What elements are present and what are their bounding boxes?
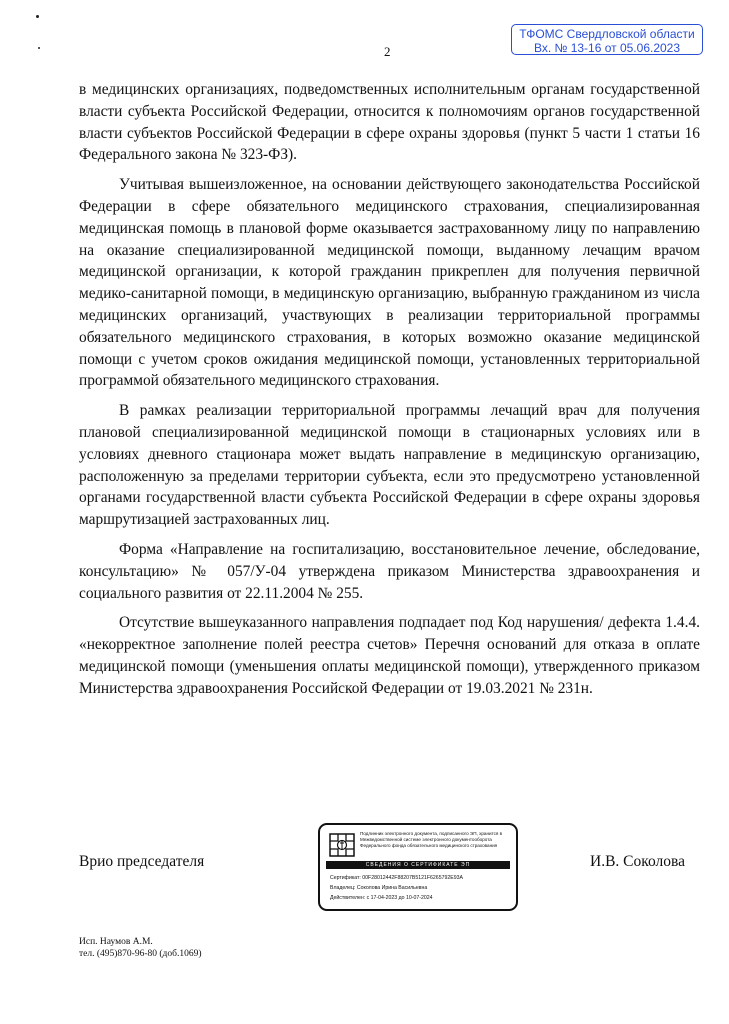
paragraph: В рамках реализации территориальной программы лечащий врач для получения плановой специализированной медицинской помощи в стационарных условиях или в условиях дневного стационара может выдать направление в медицинскую организацию, расположенную за пределами территории субъекта, если это предусмотрено установленной органами государственной власти субъекта Российской Федерации в сфере охраны здоровья маршрутизацией застрахованных лиц.	[79, 402, 700, 529]
page-number: 2	[384, 44, 391, 59]
executor-phone: тел. (495)870-96-80 (доб.1069)	[79, 949, 202, 959]
ecp-owner: Владелец: Соколова Ирина Васильевна	[330, 885, 428, 891]
paragraph: в медицинских организациях, подведомственных исполнительным органам государственной власти субъекта Российской Федерации, относится к полномочиям органов государственной власти субъектов Российской Федерации в сфере охраны здоровья (пункт 5 части 1 статьи 16 Федерального закона № 323-ФЗ).	[79, 81, 700, 164]
ffoms-emblem-icon	[329, 833, 355, 857]
stamp-organization: ТФОМС Свердловской области	[519, 27, 695, 41]
paragraph: Учитывая вышеизложенное, на основании действующего законодательства Российской Федерации в сфере обязательного медицинского страхования, специализированная медицинская помощь в плановой форме оказывается застрахованному лицу по направлению на оказание специализированной медицинской помощи, выданному лечащим врачом медицинской организации, к которой гражданин прикреплен для получения первичной медико-санитарной помощи, в медицинскую организацию, выбранную гражданином из числа медицинских организаций, участвующих в реализации территориальной программы обязательного медицинского страхования, в которых возможно оказание медицинской помощи с учетом сроков ожидания медицинской помощи, установленных территориальной программой обязательного медицинского страхования.	[79, 176, 700, 390]
executor-contact	[79, 936, 202, 960]
ecp-header-text: Подлинник электронного документа, подписанного ЭП, хранится в Межведомственной системе электронного документооборота Федерального фонда обязательного медицинского страхования	[360, 831, 503, 848]
ecp-validity: Действителен: с 17-04-2023 до 10-07-2024	[330, 895, 433, 901]
letter-body	[79, 79, 700, 700]
scan-speck	[38, 47, 40, 49]
ecp-certificate-bar: СВЕДЕНИЯ О СЕРТИФИКАТЕ ЭП	[326, 861, 510, 869]
executor-name: Исп. Наумов А.М.	[79, 937, 153, 947]
paragraph: Отсутствие вышеуказанного направления подпадает под Код нарушения/ дефекта 1.4.4. «некорректное заполнение полей реестра счетов» Перечня оснований для отказа в оплате медицинской помощи (уменьшения оплаты медицинской помощи), утвержденного приказом Министерства здравоохранения Российской Федерации от 19.03.2021 № 231н.	[79, 614, 700, 697]
scan-speck	[36, 15, 39, 18]
signer-name: И.В. Соколова	[590, 853, 686, 870]
stamp-incoming-number: Вх. № 13-16 от 05.06.2023	[533, 41, 681, 55]
ecp-certificate-number: Сертификат: 00F28012442F88207B5121F6265792E93A	[330, 875, 463, 881]
paragraph: Форма «Направление на госпитализацию, восстановительное лечение, обследование, консультацию» № 057/У-04 утверждена приказом Министерства здравоохранения и социального развития от 22.11.2004 № 255.	[79, 540, 700, 602]
incoming-registration-stamp	[511, 24, 703, 55]
electronic-signature-stamp	[318, 823, 518, 911]
signer-position: Врио председателя	[79, 853, 205, 870]
